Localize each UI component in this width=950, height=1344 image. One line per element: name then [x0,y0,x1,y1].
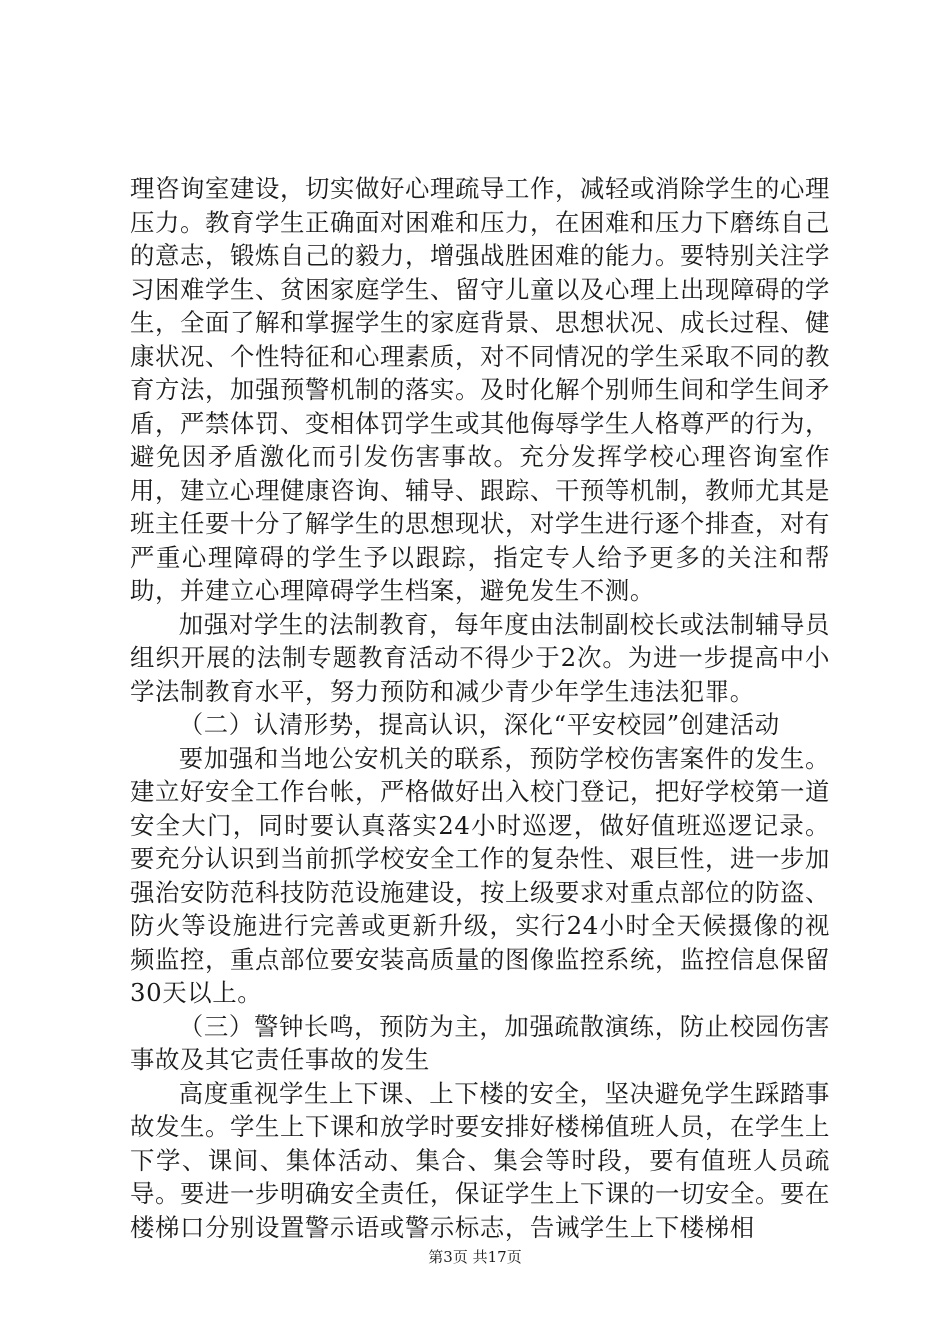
paragraph-1: 理咨询室建设，切实做好心理疏导工作，减轻或消除学生的心理压力。教育学生正确面对困难和压力，在困难和压力下磨练自己的意志，锻炼自己的毅力，增强战胜困难的能力。要特别关注学习困难学生、贫困家庭学生、留守儿童以及心理上出现障碍的学生，全面了解和掌握学生的家庭背景、思想状况、成长过程、健康状况、个性特征和心理素质，对不同情况的学生采取不同的教育方法，加强预警机制的落实。及时化解个别师生间和学生间矛盾，严禁体罚、变相体罚学生或其他侮辱学生人格尊严的行为，避免因矛盾激化而引发伤害事故。充分发挥学校心理咨询室作用，建立心理健康咨询、辅导、跟踪、干预等机制，教师尤其是班主任要十分了解学生的思想现状，对学生进行逐个排查，对有严重心理障碍的学生予以跟踪，指定专人给予更多的关注和帮助，并建立心理障碍学生档案，避免发生不测。 [130,174,830,605]
section-heading-2: （二）认清形势，提高认识，深化“平安校园”创建活动 [178,710,780,739]
paragraph-4: 高度重视学生上下课、上下楼的安全，坚决避免学生踩踏事故发生。学生上下课和放学时要安排好楼梯值班人员，在学生上下学、课间、集体活动、集合、集会等时段，要有值班人员疏导。要进一步明确安全责任，保证学生上下课的一切安全。要在楼梯口分别设置警示语或警示标志，告诫学生上下楼梯相 [130,1078,830,1242]
page-footer: 第3页 共17页 [428,1248,522,1266]
paragraph-3: 要加强和当地公安机关的联系，预防学校伤害案件的发生。建立好安全工作台帐，严格做好出入校门登记，把好学校第一道安全大门，同时要认真落实24小时巡逻，做好值班巡逻记录。要充分认识到当前抓学校安全工作的复杂性、艰巨性，进一步加强治安防范科技防范设施建设，按上级要求对重点部位的防盗、防火等设施进行完善或更新升级，实行24小时全天候摄像的视频监控，重点部位要安装高质量的图像监控系统，监控信息保留30天以上。 [130,743,830,1007]
paragraph-2: 加强对学生的法制教育，每年度由法制副校长或法制辅导员组织开展的法制专题教育活动不得少于2次。为进一步提高中小学法制教育水平，努力预防和减少青少年学生违法犯罪。 [130,609,830,706]
document-body [130,172,830,1244]
section-heading-3: （三）警钟长鸣，预防为主，加强疏散演练，防止校园伤害事故及其它责任事故的发生 [130,1011,830,1074]
